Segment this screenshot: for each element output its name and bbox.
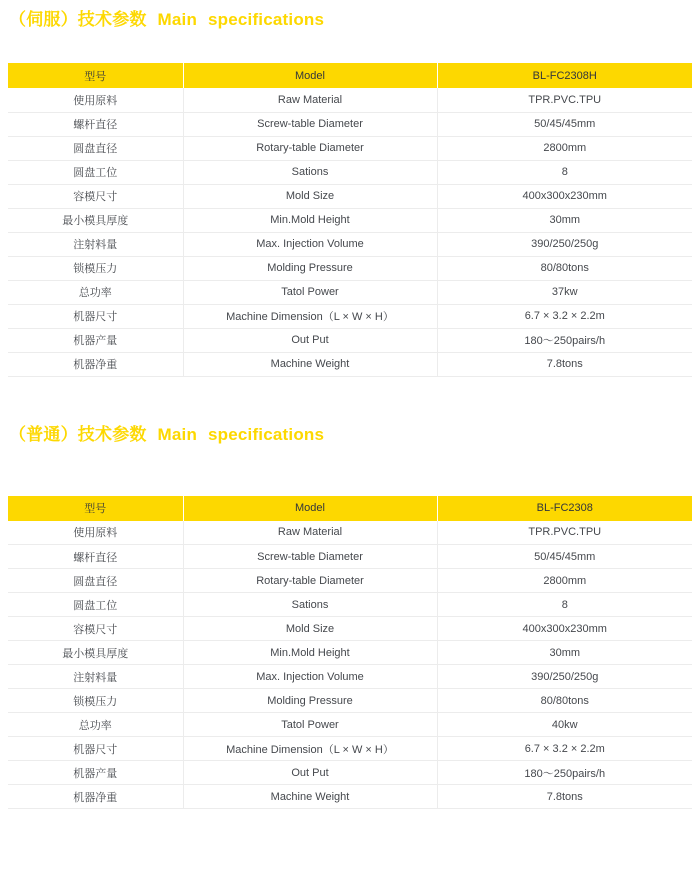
spec-cell-value: 50/45/45mm <box>437 112 692 136</box>
spec-table-servo <box>8 63 692 377</box>
spec-cell-value: 390/250/250g <box>437 232 692 256</box>
spec-cell-value: 50/45/45mm <box>437 545 692 569</box>
spec-row <box>8 208 692 232</box>
spec-row <box>8 184 692 208</box>
spec-cell-cn: 注射料量 <box>8 665 183 689</box>
spec-cell-cn: 螺杆直径 <box>8 545 183 569</box>
spec-cell-value: 180～250pairs/h <box>437 328 692 352</box>
spec-cell-en: Machine Dimension（L × W × H） <box>183 737 437 761</box>
spec-cell-cn: 机器尺寸 <box>8 737 183 761</box>
spec-row <box>8 256 692 280</box>
spec-cell-cn: 总功率 <box>8 713 183 737</box>
spec-cell-value: 400x300x230mm <box>437 184 692 208</box>
spec-cell-en: Screw-table Diameter <box>183 545 437 569</box>
spec-row <box>8 521 692 545</box>
header-cell-model-en: Model <box>183 63 437 88</box>
spec-cell-en: Molding Pressure <box>183 256 437 280</box>
spec-cell-cn: 圆盘工位 <box>8 160 183 184</box>
header-cell-model-en: Model <box>183 496 437 521</box>
spec-cell-value: 40kw <box>437 713 692 737</box>
spec-cell-value: 2800mm <box>437 569 692 593</box>
spec-cell-en: Mold Size <box>183 617 437 641</box>
spec-cell-value: 180～250pairs/h <box>437 761 692 785</box>
spec-cell-en: Out Put <box>183 761 437 785</box>
spec-cell-value: 8 <box>437 160 692 184</box>
spec-cell-value: TPR.PVC.TPU <box>437 521 692 545</box>
spec-cell-value: TPR.PVC.TPU <box>437 88 692 112</box>
spec-cell-value: 7.8tons <box>437 785 692 809</box>
spec-cell-value: 390/250/250g <box>437 665 692 689</box>
spec-row <box>8 328 692 352</box>
header-cell-model-cn: 型号 <box>8 63 183 88</box>
spec-cell-value: 7.8tons <box>437 352 692 376</box>
spec-row <box>8 737 692 761</box>
spec-row <box>8 280 692 304</box>
spec-cell-en: Machine Dimension（L × W × H） <box>183 304 437 328</box>
spec-row <box>8 713 692 737</box>
spec-cell-en: Raw Material <box>183 521 437 545</box>
spec-row <box>8 160 692 184</box>
spec-row <box>8 232 692 256</box>
spec-row <box>8 593 692 617</box>
spec-cell-en: Rotary-table Diameter <box>183 569 437 593</box>
spec-row <box>8 136 692 160</box>
spec-row <box>8 689 692 713</box>
spec-cell-cn: 锁模压力 <box>8 256 183 280</box>
spec-cell-en: Tatol Power <box>183 280 437 304</box>
spec-row <box>8 617 692 641</box>
spec-cell-cn: 机器净重 <box>8 352 183 376</box>
spec-cell-cn: 最小模具厚度 <box>8 641 183 665</box>
spec-cell-value: 8 <box>437 593 692 617</box>
spec-cell-en: Out Put <box>183 328 437 352</box>
spec-cell-en: Sations <box>183 160 437 184</box>
spec-cell-en: Machine Weight <box>183 352 437 376</box>
spec-cell-en: Sations <box>183 593 437 617</box>
spec-cell-value: 37kw <box>437 280 692 304</box>
spec-cell-cn: 机器净重 <box>8 785 183 809</box>
spec-cell-value: 400x300x230mm <box>437 617 692 641</box>
section-servo-specs <box>0 0 700 377</box>
section-title-standard: （普通）技术参数 Main specifications <box>9 424 325 444</box>
spec-cell-cn: 螺杆直径 <box>8 112 183 136</box>
spec-cell-en: Rotary-table Diameter <box>183 136 437 160</box>
section-standard-specs <box>0 424 700 810</box>
spec-cell-cn: 圆盘工位 <box>8 593 183 617</box>
spec-row <box>8 112 692 136</box>
spec-row <box>8 569 692 593</box>
spec-cell-cn: 机器产量 <box>8 328 183 352</box>
spec-cell-value: 80/80tons <box>437 689 692 713</box>
spec-cell-en: Max. Injection Volume <box>183 665 437 689</box>
spec-cell-en: Tatol Power <box>183 713 437 737</box>
spec-cell-cn: 最小模具厚度 <box>8 208 183 232</box>
spec-row <box>8 545 692 569</box>
spec-cell-cn: 圆盘直径 <box>8 136 183 160</box>
spec-cell-cn: 容模尺寸 <box>8 184 183 208</box>
spec-row <box>8 88 692 112</box>
spec-cell-en: Machine Weight <box>183 785 437 809</box>
spec-row <box>8 761 692 785</box>
spec-cell-value: 6.7 × 3.2 × 2.2m <box>437 737 692 761</box>
spec-cell-en: Min.Mold Height <box>183 641 437 665</box>
spec-row <box>8 665 692 689</box>
table-header-row <box>8 63 692 88</box>
spec-cell-cn: 注射料量 <box>8 232 183 256</box>
spec-cell-cn: 机器尺寸 <box>8 304 183 328</box>
spec-row <box>8 352 692 376</box>
spec-cell-cn: 锁模压力 <box>8 689 183 713</box>
header-cell-model-cn: 型号 <box>8 496 183 521</box>
section-title-servo: （伺服）技术参数 Main specifications <box>9 10 325 29</box>
spec-cell-cn: 机器产量 <box>8 761 183 785</box>
spec-table-standard <box>8 496 692 810</box>
spec-cell-value: 30mm <box>437 641 692 665</box>
spec-cell-cn: 容模尺寸 <box>8 617 183 641</box>
spec-cell-value: 80/80tons <box>437 256 692 280</box>
spec-row <box>8 641 692 665</box>
spec-row <box>8 785 692 809</box>
table-header-row <box>8 496 692 521</box>
header-cell-model-value: BL-FC2308H <box>437 63 692 88</box>
spec-cell-en: Molding Pressure <box>183 689 437 713</box>
spec-cell-en: Mold Size <box>183 184 437 208</box>
spec-cell-value: 30mm <box>437 208 692 232</box>
spec-cell-cn: 使用原料 <box>8 521 183 545</box>
spec-cell-en: Max. Injection Volume <box>183 232 437 256</box>
spec-cell-en: Min.Mold Height <box>183 208 437 232</box>
header-cell-model-value: BL-FC2308 <box>437 496 692 521</box>
spec-cell-en: Raw Material <box>183 88 437 112</box>
spec-cell-value: 2800mm <box>437 136 692 160</box>
spec-cell-value: 6.7 × 3.2 × 2.2m <box>437 304 692 328</box>
spec-cell-en: Screw-table Diameter <box>183 112 437 136</box>
spec-cell-cn: 总功率 <box>8 280 183 304</box>
spec-cell-cn: 圆盘直径 <box>8 569 183 593</box>
spec-cell-cn: 使用原料 <box>8 88 183 112</box>
spec-row <box>8 304 692 328</box>
